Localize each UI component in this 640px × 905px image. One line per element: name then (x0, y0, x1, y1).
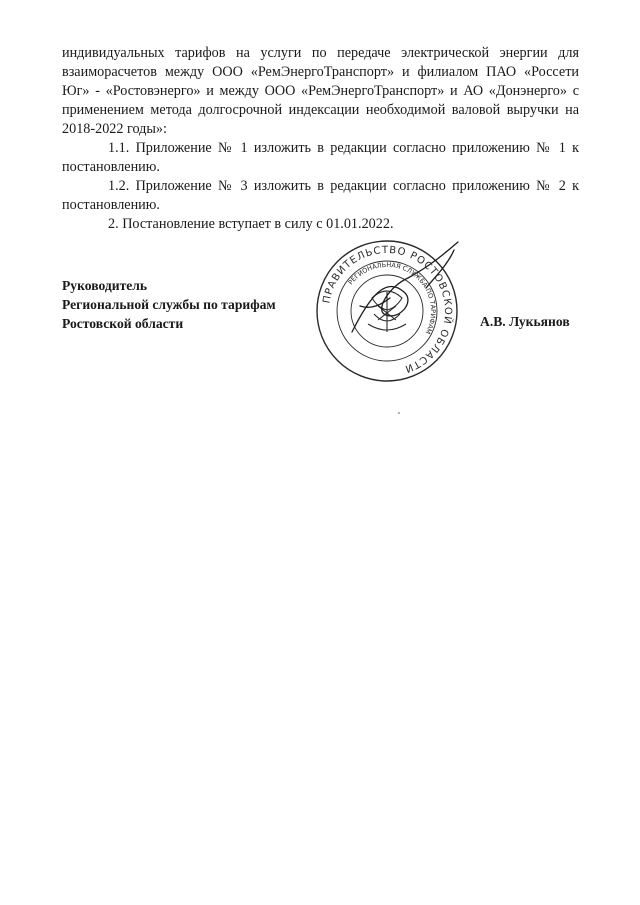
official-seal (312, 236, 462, 386)
scan-speck (398, 412, 400, 414)
paragraph-item-2: 2. Постановление вступает в силу с 01.01.2022. (108, 216, 394, 232)
paragraph-item-1-2: 1.2. Приложение № 3 изложить в редакции согласно приложению № 2 к постановлению. (62, 178, 579, 213)
signer-title-block (62, 276, 276, 333)
paragraph-item-1-1: 1.1. Приложение № 1 изложить в редакции согласно приложению № 1 к постановлению. (62, 140, 579, 175)
signer-name: А.В. Лукьянов (480, 314, 570, 329)
paragraph-intro: индивидуальных тарифов на услуги по передаче электрической энергии для взаиморасчетов между ООО «РемЭнергоТранспорт» и филиалом ПАО «Россети Юг» - «Ростовэнерго» и между ООО «РемЭнергоТранспорт» и АО «Донэнерго» с применением метода долгосрочной индексации необходимой валовой выручки на 2018-2022 годы»: (62, 45, 579, 137)
signer-title-line-1: Руководитель (62, 278, 148, 293)
signer-title-line-3: Ростовской области (62, 316, 184, 331)
seal-inner-text: РЕГИОНАЛЬНАЯ СЛУЖБА ПО ТАРИФАМ (346, 260, 438, 336)
signer-title-line-2: Региональной службы по тарифам (62, 297, 276, 312)
seal-outer-text: ПРАВИТЕЛЬСТВО РОСТОВСКОЙ ОБЛАСТИ (321, 244, 454, 375)
document-body (62, 44, 579, 234)
